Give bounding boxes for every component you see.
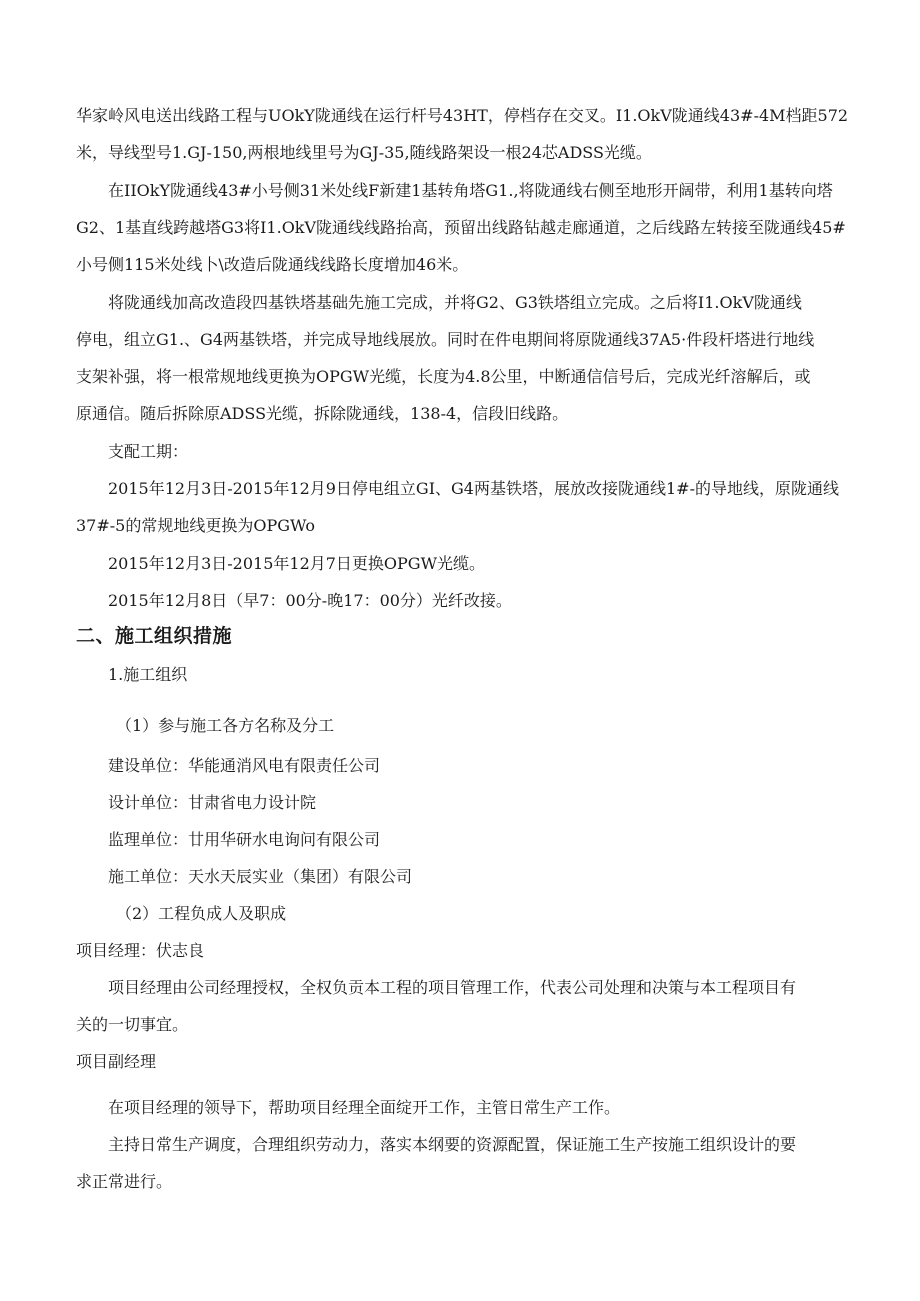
text-line: 求正常进行。 <box>76 1172 173 1191</box>
text-line: G2、1基直线跨越塔G3将I1.OkV陇通线线路抬高，预留出线路钻越走廊通道，之后线路左转接至陇通线45# <box>76 218 846 237</box>
text-line: 在项目经理的领导下，帮助项目经理全面绽开工作，主管日常生产工作。 <box>108 1098 621 1117</box>
text-line: 关的一切事宜。 <box>76 1015 189 1034</box>
text-line: 2015年12月3日-2015年12月7日更换OPGW光缆。 <box>108 554 486 573</box>
text-line: 2015年12月3日-2015年12月9日停电组立GI、G4两基铁塔，展放改接陇通线1#-的导地线，原陇通线 <box>108 479 839 498</box>
text-line: 项目经理由公司经理授权，全权负贡本工程的项目管理工作，代表公司处理和决策与本工程项目有 <box>108 978 797 997</box>
project-manager-line: 项目经理：伏志良 <box>76 941 205 960</box>
text-line: 原通信。随后拆除原ADSS光缆，拆除陇通线，138-4，信段旧线路。 <box>76 404 569 423</box>
text-line: 主持日常生产调度，合理组织劳动力，落实本纲要的资源配置，保证施工生产按施工组织设计的要 <box>108 1135 797 1154</box>
party-line: 设计单位：甘肃省电力设计院 <box>108 793 317 812</box>
subsection-heading: （2）工程负成人及职成 <box>116 904 287 923</box>
text-line: 37#-5的常规地线更换为OPGWo <box>76 516 316 535</box>
text-line: 华家岭风电送出线路工程与UOkY陇通线在运行杆号43HT，停档存在交叉。I1.OkV陇通线43#-4M档距572 <box>76 106 849 125</box>
party-line: 监理单位：廿用华研水电询问有限公司 <box>108 830 381 849</box>
deputy-manager-heading: 项目副经理 <box>76 1052 157 1071</box>
party-line: 建设单位：华能通消风电有限责任公司 <box>108 756 381 775</box>
text-line: 2015年12月8日（早7：00分-晚17：00分）光纤改接。 <box>108 591 512 610</box>
schedule-label: 支配工期： <box>108 442 189 461</box>
text-line: 支架补强，将一根常规地线更换为OPGW光缆，长度为4.8公里，中断通信信号后，完成光纤溶解后，或 <box>76 367 811 386</box>
subsection-heading: （1）参与施工各方名称及分工 <box>116 716 335 735</box>
text-line: 停电，组立G1.、G4两基铁塔，并完成导地线展放。同时在件电期间将原陇通线37A5·件段杆塔进行地线 <box>76 330 815 349</box>
text-line: 将陇通线加高改造段四基铁塔基础先施工完成，并将G2、G3铁塔组立完成。之后将I1.OkV陇通线 <box>108 293 802 312</box>
text-line: 在IIOkY陇通线43#小号侧31米处线F新建1基转角塔G1.,将陇通线右侧至地形开阔带，利用1基转向塔 <box>108 181 833 200</box>
party-line: 施工单位：天水天辰实业（集团）有限公司 <box>108 867 413 886</box>
section-heading: 二、施工组织措施 <box>76 625 233 647</box>
text-line: 米，导线型号1.GJ-150,两根地线里号为GJ-35,随线路架设一根24芯ADSS光缆。 <box>76 143 652 162</box>
subsection-heading: 1.施工组织 <box>108 665 188 684</box>
text-line: 小号侧115米处线卜\改造后陇通线线路长度增加46米。 <box>76 255 469 274</box>
